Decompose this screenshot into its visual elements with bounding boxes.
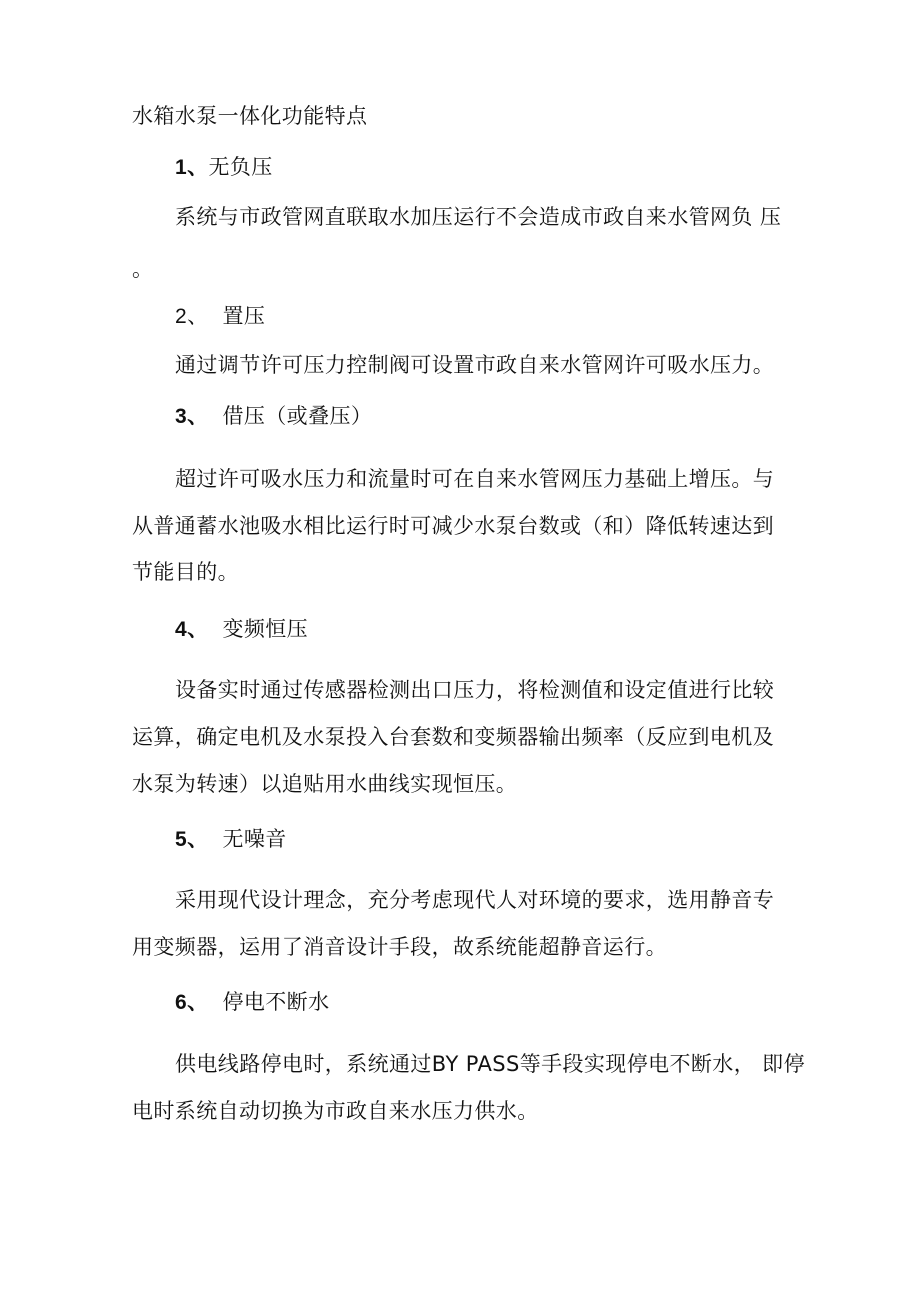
section-1-number: 1、 bbox=[175, 156, 209, 179]
section-5-text-line-2: 用变频器，运用了消音设计手段，故系统能超静音运行。 bbox=[132, 935, 667, 959]
document-title: 水箱水泵一体化功能特点 bbox=[132, 104, 368, 128]
section-5-number: 5、 bbox=[175, 828, 209, 851]
section-4-number: 4、 bbox=[175, 618, 209, 641]
section-3-number: 3、 bbox=[175, 405, 209, 428]
section-3-heading bbox=[175, 401, 372, 432]
section-1-heading bbox=[175, 152, 273, 183]
section-3-title: 借压（或叠压） bbox=[222, 404, 373, 428]
section-2-heading bbox=[175, 301, 265, 332]
section-1-text-line-2: 。 bbox=[132, 257, 154, 281]
section-6-text-line-1: 供电线路停电时，系统通过BY PASS等手段实现停电不断水， 即停 bbox=[175, 1052, 805, 1076]
section-2-title: 置压 bbox=[222, 304, 266, 328]
section-4-text-line-2: 运算，确定电机及水泵投入台套数和变频器输出频率（反应到电机及 bbox=[132, 725, 774, 749]
section-6-title: 停电不断水 bbox=[222, 990, 330, 1014]
section-3-text-line-3: 节能目的。 bbox=[132, 560, 239, 584]
section-4-text-line-3: 水泵为转速）以追贴用水曲线实现恒压。 bbox=[132, 772, 518, 796]
section-3-text-line-2: 从普通蓄水池吸水相比运行时可减少水泵台数或（和）降低转速达到 bbox=[132, 514, 774, 538]
section-6-text-line-2: 电时系统自动切换为市政自来水压力供水。 bbox=[132, 1099, 539, 1123]
section-1-title: 无负压 bbox=[208, 155, 273, 179]
section-3-text-line-1: 超过许可吸水压力和流量时可在自来水管网压力基础上增压。与 bbox=[175, 467, 775, 491]
section-2-number: 2、 bbox=[175, 305, 209, 328]
section-4-text-line-1: 设备实时通过传感器检测出口压力，将检测值和设定值进行比较 bbox=[175, 678, 775, 702]
section-6-heading bbox=[175, 987, 329, 1018]
section-4-heading bbox=[175, 614, 308, 645]
section-4-title: 变频恒压 bbox=[222, 617, 309, 641]
section-5-heading bbox=[175, 824, 287, 855]
section-6-number: 6、 bbox=[175, 991, 209, 1014]
section-5-title: 无噪音 bbox=[222, 827, 287, 851]
section-2-text-line-1: 通过调节许可压力控制阀可设置市政自来水管网许可吸水压力。 bbox=[175, 353, 775, 377]
section-5-text-line-1: 采用现代设计理念，充分考虑现代人对环境的要求，选用静音专 bbox=[175, 888, 775, 912]
section-1-text-line-1: 系统与市政管网直联取水加压运行不会造成市政自来水管网负 压 bbox=[175, 205, 782, 229]
